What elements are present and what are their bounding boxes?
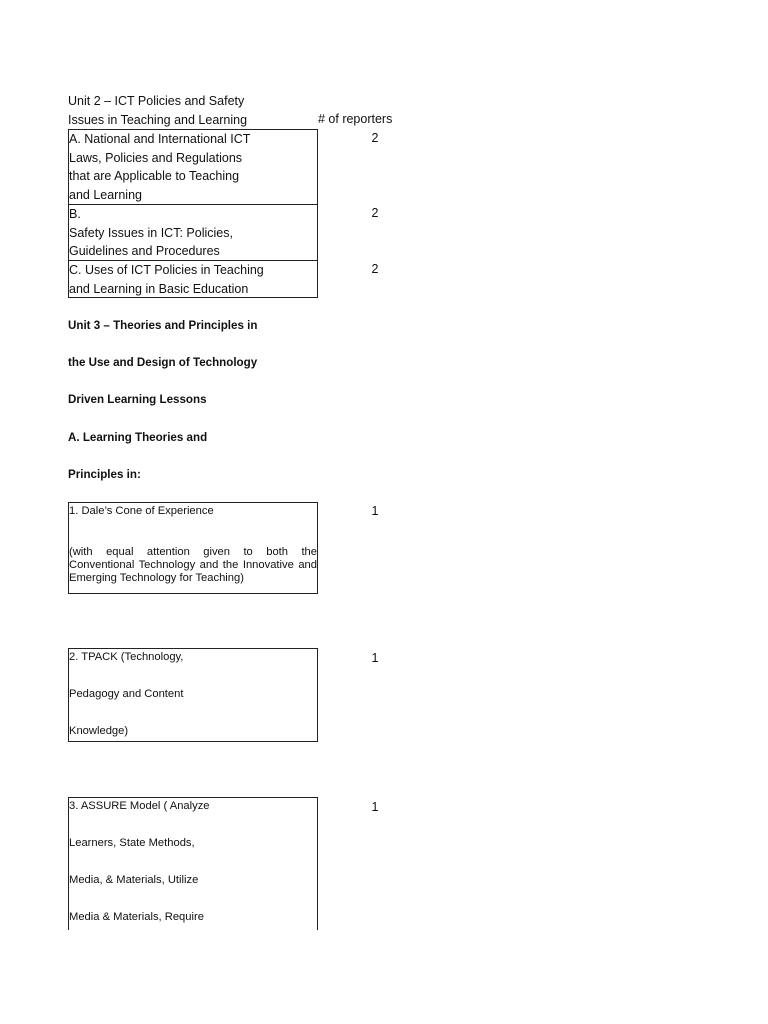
row-a-line: and Learning <box>69 187 142 202</box>
item-2-line: 2. TPACK (Technology, <box>69 651 184 663</box>
item-3-line: Media, & Materials, Utilize <box>69 874 199 886</box>
row-b-line: B. <box>69 207 81 221</box>
item-2-line: Pedagogy and Content <box>69 688 184 700</box>
row-a-reporters: 2 <box>371 131 379 145</box>
item-3-line: 3. ASSURE Model ( Analyze <box>69 800 210 812</box>
unit2-title-line1: Unit 2 – ICT Policies and Safety <box>68 94 245 108</box>
unit2-row-a <box>68 129 318 205</box>
item-1-reporters: 1 <box>371 504 379 518</box>
row-c-line: and Learning in Basic Education <box>69 281 249 296</box>
item-3-line: Media & Materials, Require <box>69 911 204 923</box>
unit3-heading-line1: Unit 3 – Theories and Principles in <box>68 319 258 332</box>
row-b-line: Guidelines and Procedures <box>69 244 220 259</box>
item-assure-model <box>68 797 318 930</box>
unit3-heading-line3: Driven Learning Lessons <box>68 393 207 406</box>
row-b-reporters: 2 <box>371 206 379 220</box>
unit2-row-b <box>68 204 318 261</box>
reporters-column-header: # of reporters <box>318 112 393 126</box>
unit3-heading-line2: the Use and Design of Technology <box>68 356 258 369</box>
item-3-reporters: 1 <box>371 800 379 814</box>
row-c-line: C. Uses of ICT Policies in Teaching <box>69 263 264 277</box>
item-1-title: 1. Dale’s Cone of Experience <box>69 505 214 517</box>
row-c-reporters: 2 <box>371 262 379 276</box>
section-a-subheading: Principles in: <box>68 468 141 481</box>
item-tpack <box>68 648 318 742</box>
unit2-row-c <box>68 260 318 298</box>
item-2-reporters: 1 <box>371 651 379 665</box>
section-a-heading: A. Learning Theories and <box>68 431 208 444</box>
unit2-title <box>68 92 318 129</box>
item-dales-cone <box>68 502 318 594</box>
row-a-line: that are Applicable to Teaching <box>69 169 240 184</box>
row-a-line: Laws, Policies and Regulations <box>69 150 243 165</box>
row-b-line: Safety Issues in ICT: Policies, <box>69 225 233 240</box>
item-2-line: Knowledge) <box>69 725 129 737</box>
row-a-line: A. National and International ICT <box>69 132 251 146</box>
unit2-title-line2: Issues in Teaching and Learning <box>68 112 248 127</box>
item-3-line: Learners, State Methods, <box>69 837 195 849</box>
item-1-note: (with equal attention given to both the Conventional Technology and the Innovative and Emerging Technology for Teaching) <box>69 546 317 584</box>
